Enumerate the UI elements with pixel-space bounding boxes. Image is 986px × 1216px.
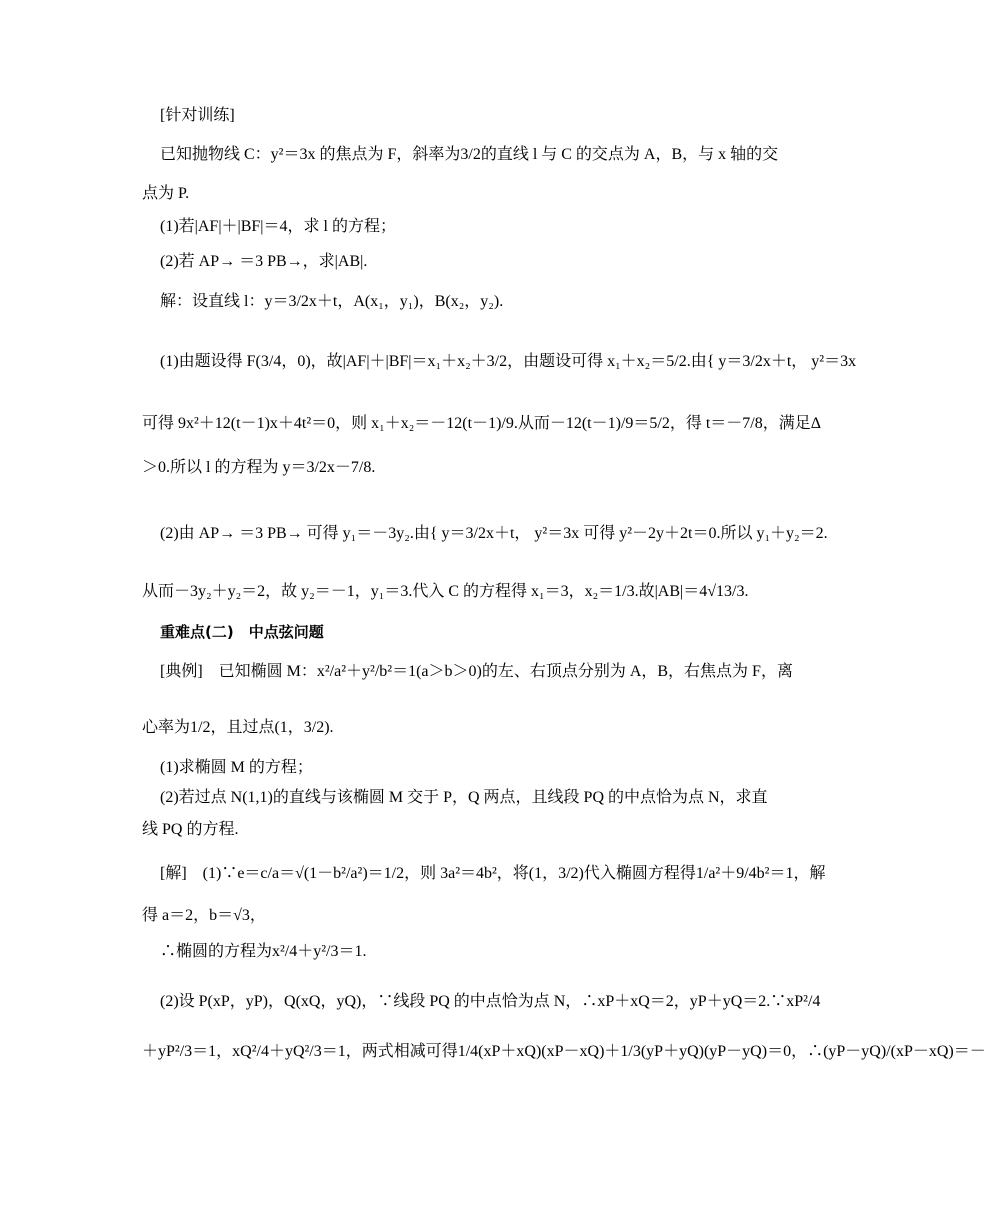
problem-statement-line-2: 点为 P.: [142, 185, 190, 202]
example-solution-line-1: [解] (1)∵e＝c/a＝√(1－b²/a²)＝1/2，则 3a²＝4b²，将(1，3/2)代入椭圆方程得1/a²＋9/4b²＝1，解: [160, 865, 826, 882]
example-question-2-line-1: (2)若过点 N(1,1)的直线与该椭圆 M 交于 P，Q 两点，且线段 PQ 的中点恰为点 N，求直: [160, 789, 768, 806]
example-question-1: (1)求椭圆 M 的方程；: [160, 759, 313, 776]
example-solution-line-4: (2)设 P(xP，yP)，Q(xQ，yQ)，∵线段 PQ 的中点恰为点 N，∴xP＋xQ＝2，yP＋yQ＝2.∵xP²/4: [160, 993, 821, 1010]
example-solution-line-3: ∴椭圆的方程为x²/4＋y²/3＝1.: [160, 943, 367, 960]
example-line-1: [典例] 已知椭圆 M：x²/a²＋y²/b²＝1(a＞b＞0)的左、右顶点分别为 A，B，右焦点为 F，离: [160, 663, 793, 680]
example-solution-line-2: 得 a＝2，b＝√3，: [142, 907, 266, 924]
solution-part-2-line-2: 从而－3y₂＋y₂＝2，故 y₂＝－1，y₁＝3.代入 C 的方程得 x₁＝3，x₂＝1/3.故|AB|＝4√13/3.: [142, 583, 749, 600]
training-heading: [针对训练]: [160, 107, 235, 124]
problem-statement-line-1: 已知抛物线 C：y²＝3x 的焦点为 F，斜率为3/2的直线 l 与 C 的交点为 A，B，与 x 轴的交: [160, 146, 779, 163]
example-question-2-line-2: 线 PQ 的方程.: [142, 821, 239, 838]
solution-setup: 解：设直线 l：y＝3/2x＋t，A(x₁，y₁)，B(x₂，y₂).: [160, 293, 504, 310]
solution-part-2-line-1: (2)由 AP→ ＝3 PB→ 可得 y₁＝－3y₂.由{ y＝3/2x＋t， y²＝3x 可得 y²－2y＋2t＝0.所以 y₁＋y₂＝2.: [160, 525, 828, 542]
example-solution-line-5: ＋yP²/3＝1，xQ²/4＋yQ²/3＝1，两式相减可得1/4(xP＋xQ)(xP－xQ)＋1/3(yP＋yQ)(yP－yQ)＝0，∴(yP－yQ)/(xP－xQ)＝－: [142, 1043, 986, 1060]
solution-part-1-line-2: 可得 9x²＋12(t－1)x＋4t²＝0，则 x₁＋x₂＝－12(t－1)/9.从而－12(t－1)/9＝5/2，得 t＝－7/8，满足Δ: [142, 415, 822, 432]
question-1: (1)若|AF|＋|BF|＝4，求 l 的方程；: [160, 218, 396, 235]
solution-part-1-line-1: (1)由题设得 F(3/4，0)，故|AF|＋|BF|＝x₁＋x₂＋3/2，由题设可得 x₁＋x₂＝5/2.由{ y＝3/2x＋t， y²＝3x: [160, 353, 857, 370]
question-2: (2)若 AP→ ＝3 PB→，求|AB|.: [160, 253, 368, 270]
section-heading: 重难点(二) 中点弦问题: [160, 623, 324, 641]
example-line-2: 心率为1/2，且过点(1，3/2).: [142, 719, 334, 736]
solution-part-1-line-3: ＞0.所以 l 的方程为 y＝3/2x－7/8.: [142, 459, 376, 476]
